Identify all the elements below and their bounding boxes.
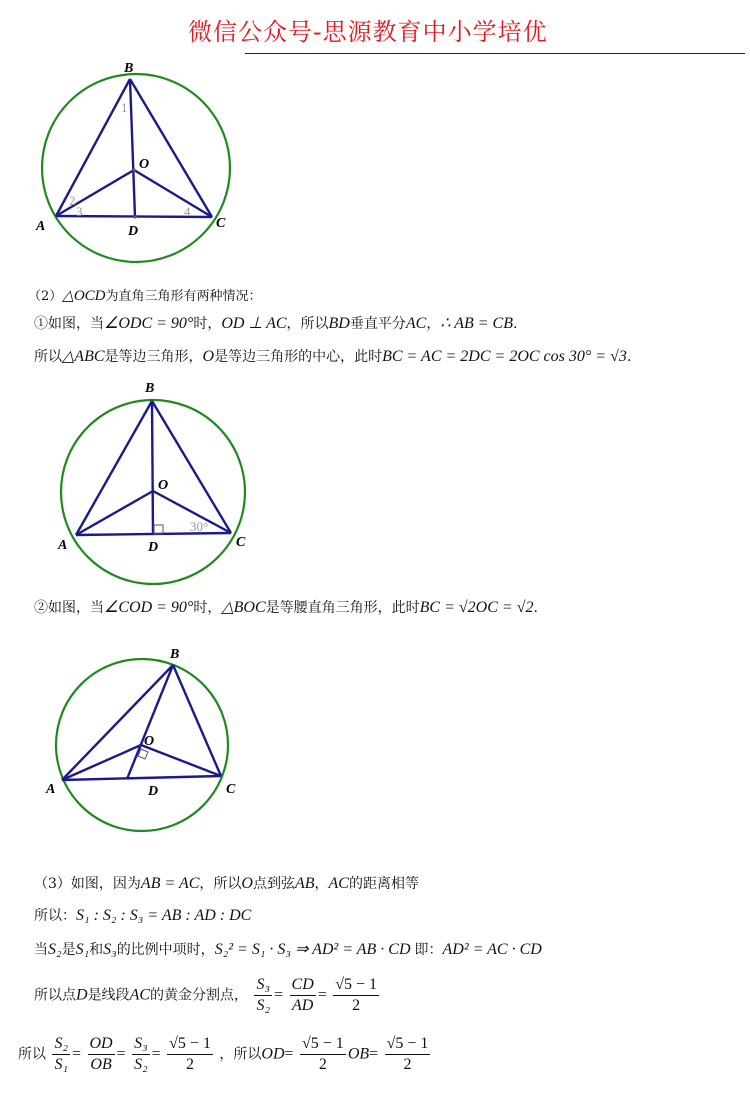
part2-case2-line: ②如图，当∠COD = 90°时，△BOC是等腰直角三角形，此时BC = √2OC = √2. (34, 599, 538, 616)
part3-line3: 当S₂是S₁和S₃的比例中项时，S₂² = S₁ · S₃ ⇒ AD² = AB · CD 即：AD² = AC · CD (34, 941, 542, 958)
angle-1-label: 1 (121, 100, 128, 115)
fraction: $\frac{\text{S₃}}{\text{S₂}}$ (134, 1035, 148, 1073)
part2-case1-line1: ①如图，当∠ODC = 90°时，OD ⊥ AC，所以BD垂直平分AC，∴ AB = CB. (34, 315, 518, 332)
fraction: $\frac{OD}{OB}$ (89, 1035, 113, 1073)
fraction: $\frac{√5 - 1}{2}$ (386, 1035, 429, 1073)
label-o: O (139, 157, 150, 172)
label-c: C (216, 216, 226, 231)
part3-line4: 所以点D是线段AC的黄金分割点， $\frac{\text{S₃}}{\text{S₂}}$ = $\frac{CD}{AD}$ = $\frac{√5 - 1}{2}$ (34, 976, 378, 1014)
fraction: $\frac{√5 - 1}{2}$ (302, 1035, 344, 1073)
figure-1-diagram (20, 50, 260, 270)
angle-4-label: 4 (184, 204, 191, 219)
label-b: B (124, 61, 134, 76)
angle-2-label: 2 (69, 193, 76, 208)
fraction: $\frac{\text{S₃}}{\text{S₂}}$ (256, 976, 271, 1014)
fraction: $\frac{√5 - 1}{2}$ (169, 1035, 211, 1073)
label-d: D (128, 224, 139, 239)
angle-30-label: 30° (190, 519, 209, 534)
figure-3-diagram (30, 635, 260, 855)
label-c: C (226, 782, 236, 797)
part2-case1-line2: 所以△ABC是等边三角形，O是等边三角形的中心，此时BC = AC = 2DC = 2OC cos 30° = √3. (34, 348, 632, 365)
header-rule (245, 53, 745, 54)
part3-line2: 所以：S₁ : S₂ : S₃ = AB : AD : DC (34, 907, 252, 924)
fraction: $\frac{\text{S₂}}{\text{S₁}}$ (54, 1035, 69, 1073)
label-d: D (148, 540, 159, 555)
part2-intro: （2）△OCD为直角三角形有两种情况： (28, 288, 262, 304)
fraction: $\frac{CD}{AD}$ (291, 976, 314, 1014)
label-d: D (148, 784, 159, 799)
label-o: O (144, 734, 155, 749)
right-angle-marker (154, 525, 163, 534)
part3-line5: 所以 $\frac{\text{S₂}}{\text{S₁}}$ = $\frac{OD}{OB}$ = $\frac{\text{S₃}}{\text{S₂}}$ = $\frac{√5 - 1}{2}$ ，所以OD= $\frac{√5 - 1}{2}$ OB= $\frac{√5 - 1}{2}$ (18, 1035, 429, 1073)
label-b: B (170, 647, 180, 662)
label-b: B (145, 381, 155, 396)
fraction: $\frac{√5 - 1}{2}$ (335, 976, 378, 1014)
label-a: A (46, 782, 56, 797)
label-c: C (236, 535, 246, 550)
label-a: A (36, 219, 46, 234)
angle-3-label: 3 (76, 204, 83, 219)
figure-2-diagram (40, 370, 280, 590)
header-title: 微信公众号-思源教育中小学培优 (188, 18, 548, 46)
part3-line1: （3）如图，因为AB = AC，所以O点到弦AB，AC的距离相等 (34, 875, 419, 892)
label-o: O (158, 478, 169, 493)
label-a: A (58, 538, 68, 553)
